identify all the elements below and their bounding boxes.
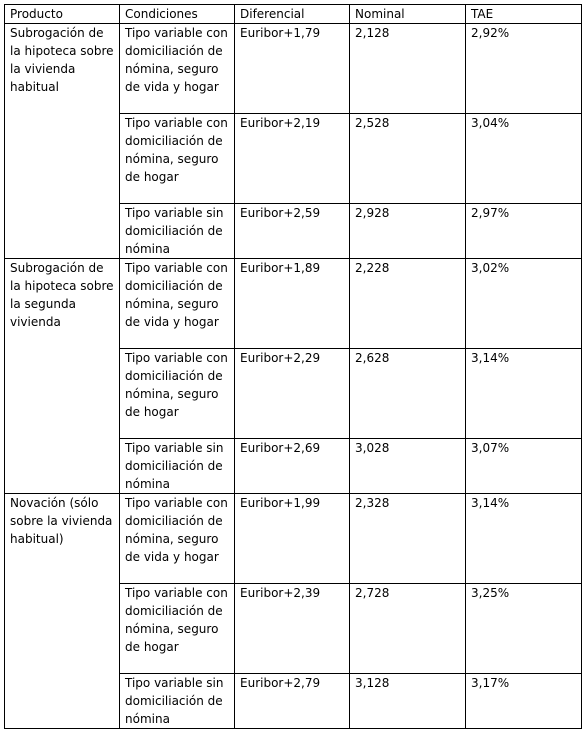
product-name: Subrogación de la hipoteca sobre la segunda vivienda bbox=[5, 259, 120, 494]
tae-cell: 3,14% bbox=[466, 349, 582, 439]
spread-cell: Euribor+2,59 bbox=[235, 204, 350, 259]
condition-cell: Tipo variable sin domiciliación de nómina bbox=[120, 439, 235, 494]
spread-cell: Euribor+2,69 bbox=[235, 439, 350, 494]
table-row bbox=[5, 494, 582, 584]
condition-cell: Tipo variable con domiciliación de nómina, seguro de hogar bbox=[120, 584, 235, 674]
header-producto: Producto bbox=[5, 5, 120, 24]
tae-cell: 3,17% bbox=[466, 674, 582, 729]
condition-cell: Tipo variable con domiciliación de nómina, seguro de hogar bbox=[120, 114, 235, 204]
tae-cell: 3,14% bbox=[466, 494, 582, 584]
header-condiciones: Condiciones bbox=[120, 5, 235, 24]
tae-cell: 3,02% bbox=[466, 259, 582, 349]
spread-cell: Euribor+1,89 bbox=[235, 259, 350, 349]
product-name: Subrogación de la hipoteca sobre la vivienda habitual bbox=[5, 24, 120, 259]
tae-cell: 2,97% bbox=[466, 204, 582, 259]
nominal-cell: 3,028 bbox=[350, 439, 466, 494]
spread-cell: Euribor+2,29 bbox=[235, 349, 350, 439]
nominal-cell: 2,628 bbox=[350, 349, 466, 439]
table-row bbox=[5, 24, 582, 114]
nominal-cell: 2,328 bbox=[350, 494, 466, 584]
tae-cell: 3,07% bbox=[466, 439, 582, 494]
spread-cell: Euribor+2,79 bbox=[235, 674, 350, 729]
spread-cell: Euribor+2,39 bbox=[235, 584, 350, 674]
nominal-cell: 3,128 bbox=[350, 674, 466, 729]
header-row bbox=[5, 5, 582, 24]
condition-cell: Tipo variable con domiciliación de nómina, seguro de vida y hogar bbox=[120, 259, 235, 349]
tae-cell: 3,25% bbox=[466, 584, 582, 674]
condition-cell: Tipo variable con domiciliación de nómina, seguro de hogar bbox=[120, 349, 235, 439]
product-name: Novación (sólo sobre la vivienda habitual) bbox=[5, 494, 120, 729]
table-row bbox=[5, 259, 582, 349]
spread-cell: Euribor+1,99 bbox=[235, 494, 350, 584]
spread-cell: Euribor+1,79 bbox=[235, 24, 350, 114]
header-diferencial: Diferencial bbox=[235, 5, 350, 24]
spread-cell: Euribor+2,19 bbox=[235, 114, 350, 204]
condition-cell: Tipo variable con domiciliación de nómina, seguro de vida y hogar bbox=[120, 494, 235, 584]
condition-cell: Tipo variable con domiciliación de nómina, seguro de vida y hogar bbox=[120, 24, 235, 114]
nominal-cell: 2,928 bbox=[350, 204, 466, 259]
condition-cell: Tipo variable sin domiciliación de nómina bbox=[120, 674, 235, 729]
nominal-cell: 2,728 bbox=[350, 584, 466, 674]
tae-cell: 2,92% bbox=[466, 24, 582, 114]
header-tae: TAE bbox=[466, 5, 582, 24]
nominal-cell: 2,528 bbox=[350, 114, 466, 204]
nominal-cell: 2,128 bbox=[350, 24, 466, 114]
tae-cell: 3,04% bbox=[466, 114, 582, 204]
nominal-cell: 2,228 bbox=[350, 259, 466, 349]
header-nominal: Nominal bbox=[350, 5, 466, 24]
condition-cell: Tipo variable sin domiciliación de nómina bbox=[120, 204, 235, 259]
rates-table bbox=[4, 4, 582, 729]
